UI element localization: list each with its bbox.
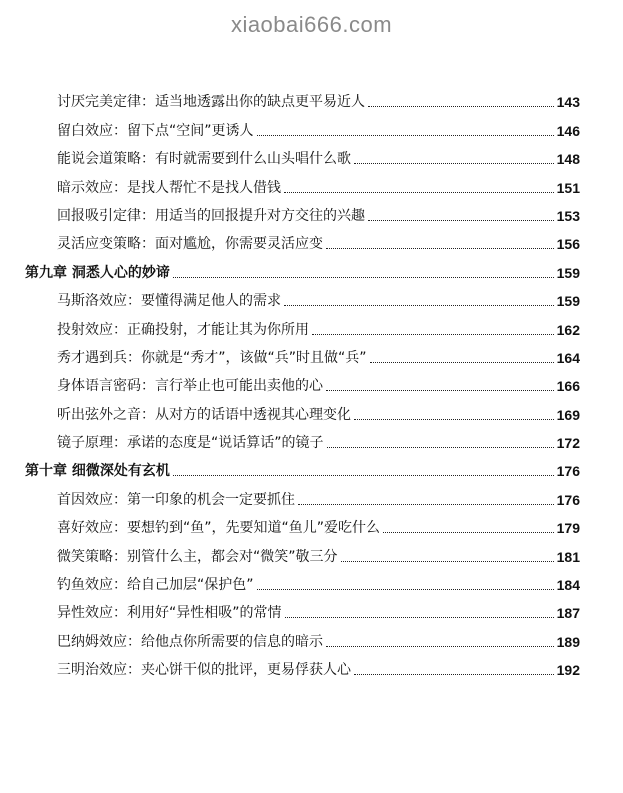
toc-page-number: 181	[556, 548, 580, 565]
toc-title: 第十章 细微深处有玄机	[25, 463, 170, 480]
toc-entry[interactable]	[0, 538, 623, 566]
toc-entry[interactable]	[0, 481, 623, 509]
toc-entry[interactable]	[0, 84, 623, 112]
toc-page-number: 189	[556, 633, 580, 650]
dot-leader	[312, 334, 554, 335]
toc-entry[interactable]	[0, 396, 623, 424]
toc-page-number: 184	[556, 577, 580, 594]
dot-leader	[326, 248, 554, 249]
toc-page-number: 143	[556, 94, 580, 111]
toc-chapter-heading[interactable]	[0, 254, 623, 282]
toc-page-number: 166	[556, 378, 580, 395]
toc-title: 灵活应变策略：面对尴尬，你需要灵活应变	[57, 236, 323, 253]
toc-entry[interactable]	[0, 141, 623, 169]
toc-title: 秀才遇到兵：你就是“秀才”，该做“兵”时且做“兵”	[57, 349, 367, 366]
toc-entry[interactable]	[0, 340, 623, 368]
dot-leader	[368, 106, 554, 107]
dot-leader	[285, 617, 554, 618]
toc-page-number: 169	[556, 406, 580, 423]
toc-page-number: 172	[556, 435, 580, 452]
dot-leader	[173, 475, 554, 476]
toc-entry[interactable]	[0, 652, 623, 680]
toc-title: 喜好效应：要想钓到“鱼”，先要知道“鱼儿”爱吃什么	[57, 520, 381, 537]
toc-entry[interactable]	[0, 623, 623, 651]
toc-title: 第九章 洞悉人心的妙谛	[25, 264, 170, 281]
toc-entry[interactable]	[0, 595, 623, 623]
dot-leader	[341, 561, 554, 562]
toc-entry[interactable]	[0, 112, 623, 140]
toc-entry[interactable]	[0, 567, 623, 595]
toc-page-number: 192	[556, 662, 580, 679]
toc-title: 微笑策略：别管什么主，都会对“微笑”敬三分	[57, 548, 338, 565]
toc-title: 镜子原理：承诺的态度是“说话算话”的镜子	[57, 435, 324, 452]
toc-title: 能说会道策略：有时就需要到什么山头唱什么歌	[57, 151, 351, 168]
toc-page-number: 148	[556, 151, 580, 168]
toc-page-number: 164	[556, 349, 580, 366]
toc-entry[interactable]	[0, 311, 623, 339]
toc-page-number: 151	[556, 179, 580, 196]
toc-page-number: 146	[556, 122, 580, 139]
toc-page-number: 187	[556, 605, 580, 622]
dot-leader	[383, 532, 554, 533]
dot-leader	[284, 192, 554, 193]
toc-entry[interactable]	[0, 368, 623, 396]
dot-leader	[368, 220, 554, 221]
dot-leader	[173, 277, 554, 278]
toc-entry[interactable]	[0, 198, 623, 226]
toc-title: 身体语言密码：言行举止也可能出卖他的心	[57, 378, 323, 395]
toc-title: 暗示效应：是找人帮忙不是找人借钱	[57, 179, 281, 196]
dot-leader	[370, 362, 554, 363]
dot-leader	[354, 674, 554, 675]
toc-title: 听出弦外之音：从对方的话语中透视其心理变化	[57, 406, 351, 423]
dot-leader	[354, 163, 554, 164]
toc-title: 首因效应：第一印象的机会一定要抓住	[57, 491, 295, 508]
dot-leader	[354, 419, 554, 420]
dot-leader	[257, 135, 554, 136]
toc-page-number: 176	[556, 491, 580, 508]
dot-leader	[257, 589, 554, 590]
toc-title: 异性效应：利用好“异性相吸”的常情	[57, 605, 282, 622]
toc-page-number: 153	[556, 207, 580, 224]
table-of-contents	[0, 84, 623, 680]
toc-page-number: 159	[556, 293, 580, 310]
toc-page-number: 156	[556, 236, 580, 253]
dot-leader	[284, 305, 554, 306]
toc-entry[interactable]	[0, 510, 623, 538]
toc-entry[interactable]	[0, 169, 623, 197]
toc-title: 投射效应：正确投射，才能让其为你所用	[57, 321, 309, 338]
toc-chapter-heading[interactable]	[0, 453, 623, 481]
toc-entry[interactable]	[0, 226, 623, 254]
dot-leader	[326, 390, 554, 391]
dot-leader	[326, 646, 554, 647]
toc-page-number: 159	[556, 264, 580, 281]
toc-entry[interactable]	[0, 425, 623, 453]
toc-page-number: 179	[556, 520, 580, 537]
toc-title: 回报吸引定律：用适当的回报提升对方交往的兴趣	[57, 207, 365, 224]
toc-title: 马斯洛效应：要懂得满足他人的需求	[57, 293, 281, 310]
toc-title: 留白效应：留下点“空间”更诱人	[57, 122, 254, 139]
dot-leader	[327, 447, 554, 448]
toc-title: 钓鱼效应：给自己加层“保护色”	[57, 577, 254, 594]
toc-title: 讨厌完美定律：适当地透露出你的缺点更平易近人	[57, 94, 365, 111]
toc-entry[interactable]	[0, 283, 623, 311]
toc-page-number: 176	[556, 463, 580, 480]
watermark: xiaobai666.com	[230, 12, 393, 37]
toc-title: 巴纳姆效应：给他点你所需要的信息的暗示	[57, 633, 323, 650]
toc-page-number: 162	[556, 321, 580, 338]
toc-title: 三明治效应：夹心饼干似的批评，更易俘获人心	[57, 662, 351, 679]
dot-leader	[298, 504, 554, 505]
